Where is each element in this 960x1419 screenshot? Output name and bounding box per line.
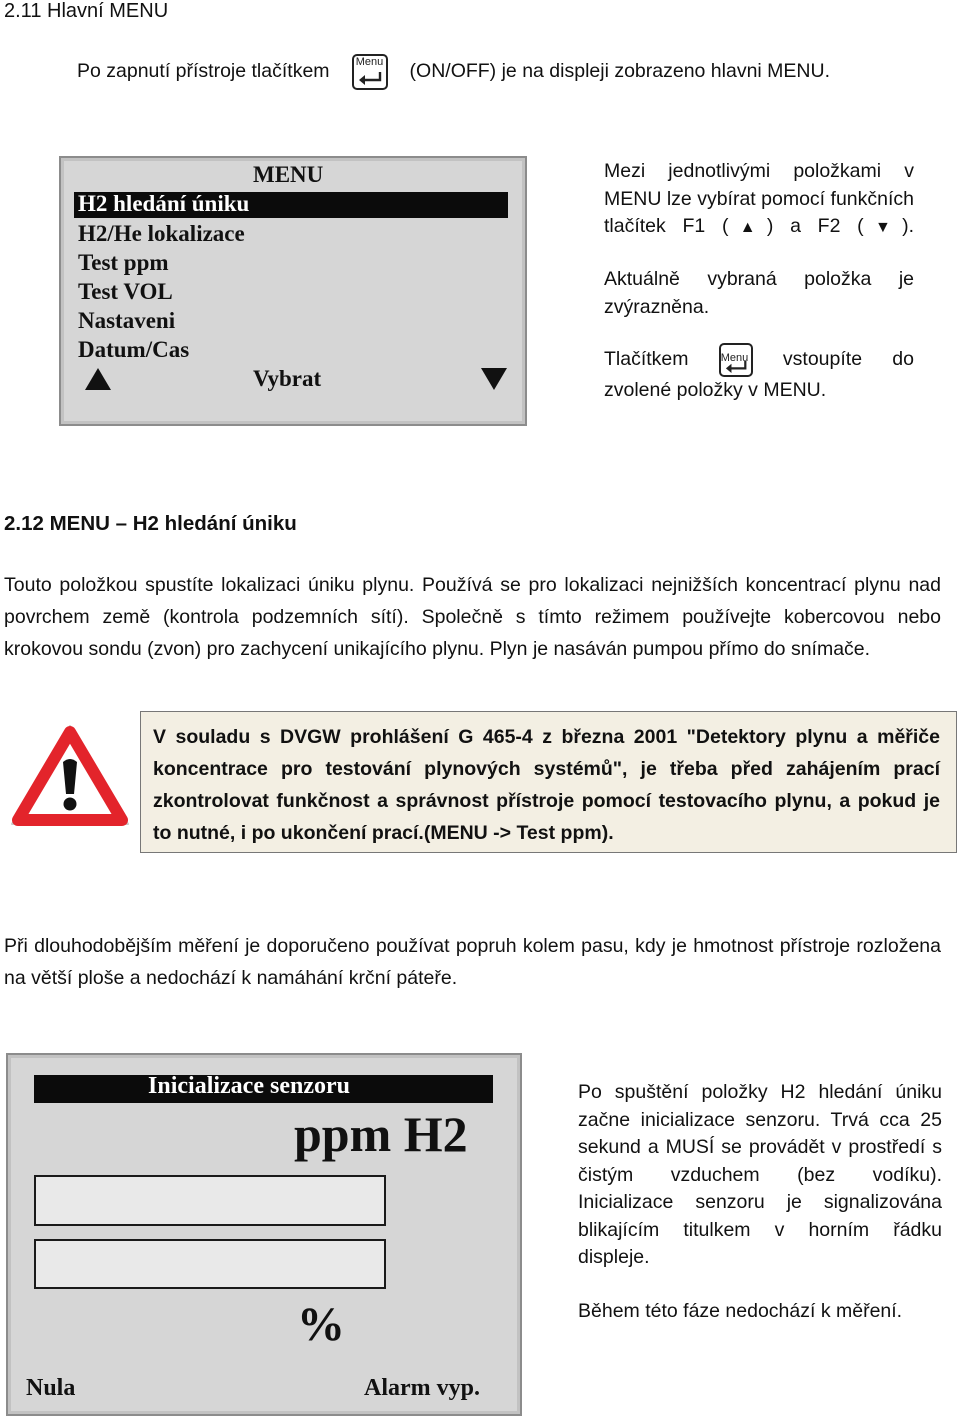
intro-text-before: Po zapnutí přístroje tlačítkem — [77, 60, 330, 83]
side-paragraph-initialization: Po spuštění položky H2 hledání úniku začne inicializace senzoru. Trvá cca 25 sekund a MUSÍ se provádět v prostředí s čistým vzduchem (bez vodíku). Inicializace senzoru je signalizována blikajícím titulkem v horním řádku displeje. — [578, 1081, 942, 1268]
side-paragraph-highlight: Aktuálně vybraná položka je zvýrazněna. — [604, 268, 914, 318]
value-field-percent — [34, 1239, 386, 1289]
triangle-down-icon[interactable] — [480, 367, 508, 391]
intro-sentence — [77, 54, 830, 90]
menu-item-h2-hledani-uniku[interactable]: H2 hledání úniku — [78, 191, 250, 216]
unit-label: ppm H2 — [294, 1106, 468, 1162]
side-paragraph-no-measure: Během této fáze nedochází k měření. — [578, 1300, 903, 1322]
menu-key-label: Menu — [720, 352, 749, 364]
triangle-down-icon: ▼ — [863, 219, 903, 236]
triangle-up-icon: ▲ — [728, 219, 767, 236]
strap-recommendation: Při dlouhodobějším měření je doporučeno používat popruh kolem pasu, kdy je hmotnost přístroje rozložena na větší ploše a nedochází k namáhání krční páteře. — [4, 935, 941, 989]
nav-text-1: Mezi jednotlivými položkami v MENU lze vybírat pomocí funkčních tlačítek F1 ( — [604, 160, 914, 237]
softkey-alarm-off[interactable]: Alarm vyp. — [364, 1375, 480, 1401]
section-heading-2-12: 2.12 MENU – H2 hledání úniku — [4, 512, 297, 535]
section-heading-2-11: 2.11 Hlavní MENU — [4, 0, 169, 22]
menu-item-nastaveni[interactable]: Nastaveni — [78, 308, 176, 333]
menu-item-h2-he-lokalizace[interactable]: H2/He lokalizace — [78, 221, 245, 246]
enter-text-c: do — [892, 348, 914, 371]
menu-item-test-vol[interactable]: Test VOL — [78, 279, 173, 304]
nav-text-3: ). — [902, 215, 914, 237]
menu-item-datum-cas[interactable]: Datum/Cas — [78, 337, 190, 362]
warning-text: V souladu s DVGW prohlášení G 465-4 z března 2001 "Detektory plynu a měřiče koncentrace pro testování plynových systémů", je třeba před zahájením prací zkontrolovat funkčnost a správnost přístroje pomocí testovacího plynu, a pokud je to nutné, i po ukončení prací.(MENU -> Test ppm). — [153, 726, 940, 844]
triangle-up-icon[interactable] — [84, 367, 112, 391]
nav-text-2: ) a F2 ( — [766, 215, 864, 237]
enter-text-a: Tlačítkem — [604, 348, 689, 371]
percent-label: % — [297, 1298, 345, 1351]
side-paragraph-navigation — [604, 158, 914, 242]
menu-item-test-ppm[interactable]: Test ppm — [78, 250, 169, 275]
display-title: Inicializace senzoru — [148, 1073, 350, 1099]
menu-key-label: Menu — [355, 56, 384, 68]
intro-text-after: (ON/OFF) je na displeji zobrazeno hlavni MENU. — [409, 60, 831, 83]
value-field-ppm — [34, 1175, 386, 1226]
softkey-zero[interactable]: Nula — [26, 1375, 76, 1401]
side-paragraph-enter — [604, 343, 914, 405]
menu-key-icon — [352, 54, 388, 90]
warning-exclamation-icon — [8, 722, 132, 830]
softkey-select[interactable]: Vybrat — [253, 366, 322, 391]
enter-text-b: vstoupíte — [782, 348, 863, 371]
menu-key-icon — [719, 343, 753, 377]
display-title: MENU — [253, 162, 324, 187]
enter-text-d: zvolené položky v MENU. — [604, 379, 827, 401]
section-paragraph: Touto položkou spustíte lokalizaci úniku plynu. Používá se pro lokalizaci nejnižších koncentrací plynu nad povrchem země (kontrola podzemních sítí). Společně s tímto režimem používejte kobercovou nebo krokovou sondu (zvon) pro zachycení unikajícího plynu. Plyn je nasáván pumpou přímo do snímače. — [4, 574, 941, 660]
